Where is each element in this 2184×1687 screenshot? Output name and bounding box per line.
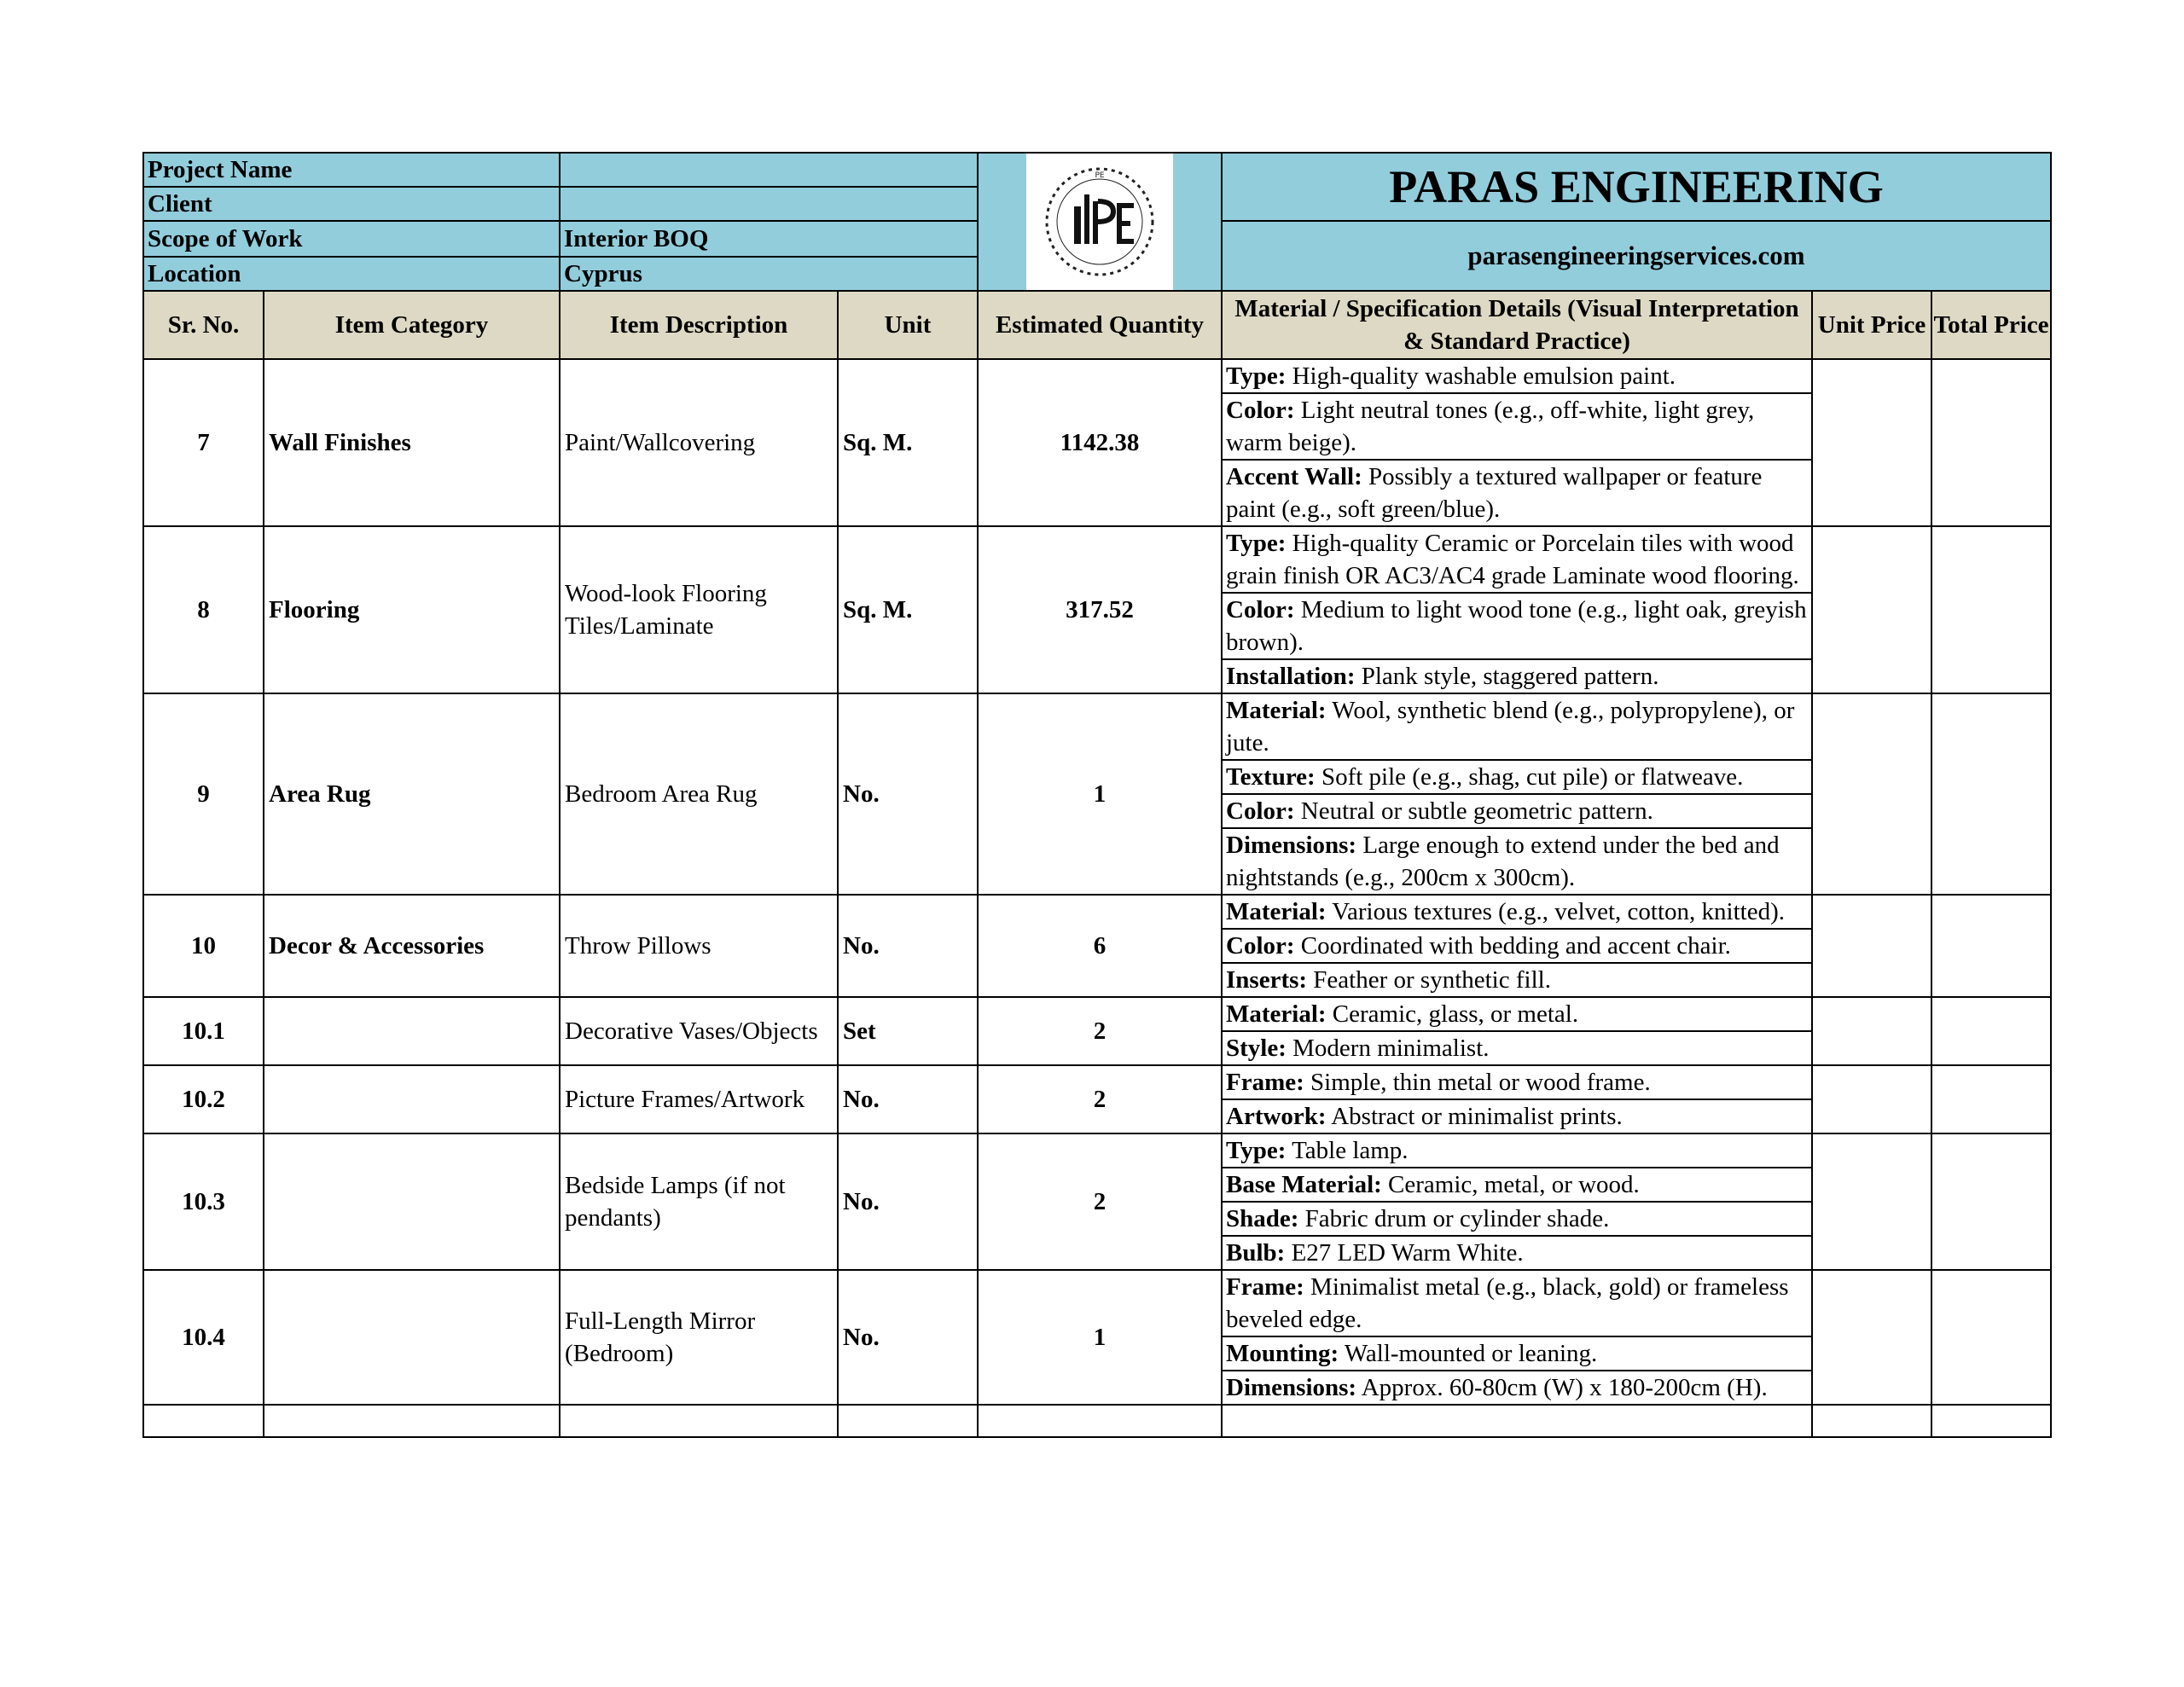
- spec-text: Neutral or subtle geometric pattern.: [1294, 797, 1653, 825]
- spec-key: Type:: [1226, 362, 1287, 390]
- estimated-quantity-cell: 1: [978, 1270, 1222, 1405]
- table-row: [143, 895, 2051, 997]
- col-estimated-quantity: Estimated Quantity: [978, 291, 1222, 359]
- sr-no-cell: 10.2: [143, 1065, 264, 1133]
- spec-text: Feather or synthetic fill.: [1307, 966, 1551, 994]
- col-unit-price: Unit Price: [1812, 291, 1931, 359]
- spec-text: Possibly a textured wallpaper or feature paint (e.g., soft green/blue).: [1226, 463, 1763, 523]
- specification-cell: [1222, 359, 1812, 526]
- specification-cell: [1222, 526, 1812, 693]
- sr-no-cell: 10.1: [143, 997, 264, 1065]
- unit-cell: No.: [838, 1270, 978, 1405]
- total-price-cell: [1931, 895, 2051, 997]
- spec-line: [1223, 1203, 1811, 1237]
- estimated-quantity-cell: 2: [978, 1065, 1222, 1133]
- svg-text:PE: PE: [1095, 171, 1105, 180]
- item-category-cell: [264, 1270, 560, 1405]
- table-row: [143, 997, 2051, 1065]
- spec-text: Soft pile (e.g., shag, cut pile) or flatweave.: [1315, 763, 1744, 791]
- unit-price-cell: [1812, 997, 1931, 1065]
- total-price-cell: [1931, 693, 2051, 895]
- scope-label: Scope of Work: [143, 221, 560, 257]
- table-row: [143, 1133, 2051, 1270]
- unit-cell: Sq. M.: [838, 359, 978, 526]
- table-row: [143, 693, 2051, 895]
- sr-no-cell: 9: [143, 693, 264, 895]
- specification-cell: [1222, 1270, 1812, 1405]
- spec-key: Color:: [1226, 932, 1295, 959]
- sr-no-cell: 10: [143, 895, 264, 997]
- spec-line: [1223, 694, 1811, 761]
- item-description-cell: Bedroom Area Rug: [560, 693, 838, 895]
- spec-key: Style:: [1226, 1035, 1287, 1062]
- col-total-price: Total Price: [1931, 291, 2051, 359]
- unit-cell: Set: [838, 997, 978, 1065]
- spec-text: Various textures (e.g., velvet, cotton, knitted).: [1326, 898, 1785, 925]
- col-specification: Material / Specification Details (Visual Interpretation & Standard Practice): [1222, 291, 1812, 359]
- spec-text: Fabric drum or cylinder shade.: [1298, 1205, 1610, 1232]
- empty-cell: [838, 1405, 978, 1437]
- table-row: [143, 526, 2051, 693]
- estimated-quantity-cell: 1142.38: [978, 359, 1222, 526]
- spec-key: Artwork:: [1226, 1103, 1327, 1130]
- estimated-quantity-cell: 1: [978, 693, 1222, 895]
- spec-key: Frame:: [1226, 1273, 1304, 1301]
- client-label: Client: [143, 187, 560, 221]
- spec-line: [1223, 660, 1811, 693]
- empty-row: [143, 1405, 2051, 1437]
- spec-line: [1223, 1337, 1811, 1371]
- total-price-cell: [1931, 526, 2051, 693]
- spec-line: [1223, 594, 1811, 660]
- spec-line: [1223, 930, 1811, 964]
- specification-cell: [1222, 997, 1812, 1065]
- spec-key: Color:: [1226, 397, 1295, 424]
- spec-text: High-quality Ceramic or Porcelain tiles with wood grain finish OR AC3/AC4 grade Laminate wood flooring.: [1226, 530, 1799, 589]
- spec-line: [1223, 1134, 1811, 1168]
- spec-key: Material:: [1226, 697, 1327, 724]
- specification-cell: [1222, 693, 1812, 895]
- project-name-label: Project Name: [143, 153, 560, 187]
- spec-key: Material:: [1226, 898, 1327, 925]
- table-row: [143, 1065, 2051, 1133]
- col-item-category: Item Category: [264, 291, 560, 359]
- spec-line: [1223, 1066, 1811, 1100]
- col-sr-no: Sr. No.: [143, 291, 264, 359]
- empty-cell: [978, 1405, 1222, 1437]
- table-row: [143, 359, 2051, 526]
- empty-cell: [264, 1405, 560, 1437]
- total-price-cell: [1931, 997, 2051, 1065]
- spec-text: Minimalist metal (e.g., black, gold) or frameless beveled edge.: [1226, 1273, 1789, 1333]
- estimated-quantity-cell: 6: [978, 895, 1222, 997]
- total-price-cell: [1931, 359, 2051, 526]
- spec-text: Ceramic, glass, or metal.: [1326, 1000, 1579, 1028]
- item-description-cell: Full-Length Mirror (Bedroom): [560, 1270, 838, 1405]
- spec-key: Color:: [1226, 596, 1295, 623]
- item-description-cell: Paint/Wallcovering: [560, 359, 838, 526]
- spec-key: Accent Wall:: [1226, 463, 1362, 490]
- specification-cell: [1222, 1065, 1812, 1133]
- item-description-cell: Bedside Lamps (if not pendants): [560, 1133, 838, 1270]
- spec-line: [1223, 829, 1811, 894]
- total-price-cell: [1931, 1065, 2051, 1133]
- company-name: PARAS ENGINEERING: [1222, 153, 2051, 221]
- spec-text: Large enough to extend under the bed and nightstands (e.g., 200cm x 300cm).: [1226, 832, 1780, 891]
- spec-text: Wall-mounted or leaning.: [1339, 1340, 1598, 1367]
- unit-cell: No.: [838, 895, 978, 997]
- spec-line: [1223, 527, 1811, 594]
- spec-text: Approx. 60-80cm (W) x 180-200cm (H).: [1356, 1374, 1768, 1401]
- item-category-cell: [264, 1065, 560, 1133]
- table-row: [143, 1270, 2051, 1405]
- spec-line: [1223, 998, 1811, 1032]
- spec-text: High-quality washable emulsion paint.: [1286, 362, 1676, 390]
- boq-table: [142, 152, 2052, 1438]
- estimated-quantity-cell: 2: [978, 997, 1222, 1065]
- item-description-cell: Decorative Vases/Objects: [560, 997, 838, 1065]
- unit-price-cell: [1812, 1133, 1931, 1270]
- spec-text: Ceramic, metal, or wood.: [1381, 1171, 1640, 1198]
- spec-line: [1223, 1371, 1811, 1404]
- specification-cell: [1222, 1133, 1812, 1270]
- spec-key: Base Material:: [1226, 1171, 1382, 1198]
- item-category-cell: Decor & Accessories: [264, 895, 560, 997]
- spec-key: Texture:: [1226, 763, 1316, 791]
- item-description-cell: Wood-look Flooring Tiles/Laminate: [560, 526, 838, 693]
- spec-text: Modern minimalist.: [1286, 1035, 1490, 1062]
- spec-text: Simple, thin metal or wood frame.: [1304, 1069, 1651, 1096]
- empty-cell: [1812, 1405, 1931, 1437]
- logo-icon: [1026, 154, 1173, 290]
- spec-text: Medium to light wood tone (e.g., light oak, greyish brown).: [1226, 596, 1807, 656]
- empty-cell: [1931, 1405, 2051, 1437]
- sr-no-cell: 10.3: [143, 1133, 264, 1270]
- spec-line: [1223, 394, 1811, 461]
- spec-text: Plank style, staggered pattern.: [1355, 663, 1659, 690]
- spec-key: Color:: [1226, 797, 1295, 825]
- sr-no-cell: 7: [143, 359, 264, 526]
- company-logo: [1026, 154, 1173, 290]
- spec-text: Light neutral tones (e.g., off-white, light grey, warm beige).: [1226, 397, 1755, 456]
- unit-price-cell: [1812, 693, 1931, 895]
- spec-text: Wool, synthetic blend (e.g., polypropylene), or jute.: [1226, 697, 1795, 757]
- logo-cell: [978, 153, 1222, 291]
- sr-no-cell: 10.4: [143, 1270, 264, 1405]
- specification-cell: [1222, 895, 1812, 997]
- company-website: parasengineeringservices.com: [1222, 221, 2051, 291]
- spec-key: Frame:: [1226, 1069, 1304, 1096]
- spec-line: [1223, 1237, 1811, 1269]
- scope-value: Interior BOQ: [560, 221, 978, 257]
- empty-cell: [1222, 1405, 1812, 1437]
- location-label: Location: [143, 257, 560, 291]
- spec-line: [1223, 1100, 1811, 1133]
- item-description-cell: Throw Pillows: [560, 895, 838, 997]
- unit-price-cell: [1812, 359, 1931, 526]
- spec-key: Dimensions:: [1226, 1374, 1357, 1401]
- spec-text: Coordinated with bedding and accent chair.: [1294, 932, 1731, 959]
- item-category-cell: [264, 997, 560, 1065]
- spec-line: [1223, 761, 1811, 795]
- unit-price-cell: [1812, 1270, 1931, 1405]
- unit-price-cell: [1812, 526, 1931, 693]
- estimated-quantity-cell: 317.52: [978, 526, 1222, 693]
- empty-cell: [143, 1405, 264, 1437]
- spec-line: [1223, 1271, 1811, 1337]
- unit-cell: No.: [838, 693, 978, 895]
- spec-key: Type:: [1226, 1137, 1287, 1164]
- location-value: Cyprus: [560, 257, 978, 291]
- item-category-cell: Area Rug: [264, 693, 560, 895]
- sr-no-cell: 8: [143, 526, 264, 693]
- spec-key: Dimensions:: [1226, 832, 1357, 859]
- spec-line: [1223, 896, 1811, 930]
- spec-line: [1223, 795, 1811, 829]
- spec-text: Table lamp.: [1286, 1137, 1409, 1164]
- spec-key: Mounting:: [1226, 1340, 1339, 1367]
- empty-cell: [560, 1405, 838, 1437]
- spec-key: Installation:: [1226, 663, 1356, 690]
- col-item-description: Item Description: [560, 291, 838, 359]
- spec-key: Shade:: [1226, 1205, 1299, 1232]
- estimated-quantity-cell: 2: [978, 1133, 1222, 1270]
- unit-cell: No.: [838, 1133, 978, 1270]
- unit-cell: No.: [838, 1065, 978, 1133]
- total-price-cell: [1931, 1270, 2051, 1405]
- total-price-cell: [1931, 1133, 2051, 1270]
- unit-price-cell: [1812, 895, 1931, 997]
- spec-text: Abstract or minimalist prints.: [1326, 1103, 1623, 1130]
- spec-line: [1223, 1168, 1811, 1203]
- unit-price-cell: [1812, 1065, 1931, 1133]
- spec-line: [1223, 360, 1811, 394]
- spec-key: Type:: [1226, 530, 1287, 557]
- item-description-cell: Picture Frames/Artwork: [560, 1065, 838, 1133]
- spec-key: Inserts:: [1226, 966, 1308, 994]
- spec-line: [1223, 1032, 1811, 1064]
- project-name-value: [560, 153, 978, 187]
- client-value: [560, 187, 978, 221]
- spec-key: Bulb:: [1226, 1239, 1286, 1267]
- item-category-cell: Wall Finishes: [264, 359, 560, 526]
- unit-cell: Sq. M.: [838, 526, 978, 693]
- item-category-cell: Flooring: [264, 526, 560, 693]
- spec-line: [1223, 964, 1811, 996]
- spec-line: [1223, 461, 1811, 525]
- spec-text: E27 LED Warm White.: [1285, 1239, 1524, 1267]
- spec-key: Material:: [1226, 1000, 1327, 1028]
- col-unit: Unit: [838, 291, 978, 359]
- item-category-cell: [264, 1133, 560, 1270]
